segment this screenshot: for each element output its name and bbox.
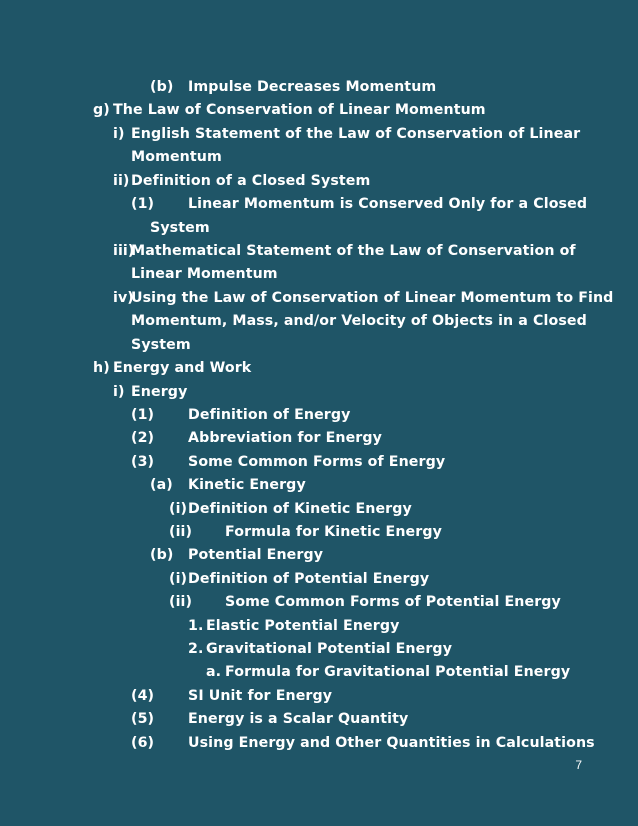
outline-text: Some Common Forms of Potential Energy <box>225 594 561 610</box>
outline-text: The Law of Conservation of Linear Momentum <box>113 102 486 118</box>
outline-line <box>131 734 154 752</box>
outline-line <box>131 195 154 213</box>
outline-line <box>169 523 192 541</box>
outline-marker: (i) <box>169 501 188 517</box>
outline-text: SI Unit for Energy <box>188 688 333 704</box>
outline-line <box>113 359 251 377</box>
outline-line <box>188 429 382 447</box>
outline-text: Energy <box>131 384 188 400</box>
outline-text: Definition of Kinetic Energy <box>188 501 412 517</box>
outline-line <box>113 101 486 119</box>
outline-line <box>131 710 154 728</box>
outline-text: Abbreviation for Energy <box>188 430 382 446</box>
outline-marker: i) <box>113 384 125 400</box>
outline-text: Linear Momentum <box>131 266 278 282</box>
outline-line <box>188 453 445 471</box>
outline-line <box>206 617 399 635</box>
outline-line <box>188 476 306 494</box>
outline-marker: (3) <box>131 454 155 470</box>
outline-text: Mathematical Statement of the Law of Conservation of <box>131 243 576 259</box>
outline-line <box>131 429 154 447</box>
outline-line <box>131 453 154 471</box>
outline-marker: a. <box>206 664 222 680</box>
outline-line <box>188 687 332 705</box>
outline-line <box>169 500 187 518</box>
outline-line <box>131 312 587 330</box>
outline-line <box>131 687 154 705</box>
outline-marker: g) <box>93 102 110 118</box>
outline-text: System <box>131 337 191 353</box>
outline-line <box>188 640 203 658</box>
outline-line <box>93 101 110 119</box>
outline-line <box>188 546 323 564</box>
outline-text: Formula for Kinetic Energy <box>225 524 442 540</box>
outline-marker: (1) <box>131 196 155 212</box>
outline-line <box>206 663 221 681</box>
outline-line <box>150 219 210 237</box>
outline-line <box>225 593 561 611</box>
outline-text: Momentum <box>131 149 222 165</box>
outline-line <box>150 78 173 96</box>
outline-marker: 2. <box>188 641 204 657</box>
outline-line <box>131 289 613 307</box>
outline-marker: (i) <box>169 571 188 587</box>
outline-marker: (b) <box>150 547 174 563</box>
outline-line <box>188 406 351 424</box>
outline-marker: (ii) <box>169 524 193 540</box>
outline-line <box>131 383 187 401</box>
outline-text: Gravitational Potential Energy <box>206 641 453 657</box>
outline-line <box>169 593 192 611</box>
outline-line <box>131 242 576 260</box>
outline-text: Potential Energy <box>188 547 324 563</box>
outline-marker: 1. <box>188 618 204 634</box>
outline-marker: (ii) <box>169 594 193 610</box>
outline-line <box>169 570 187 588</box>
outline-line <box>188 500 412 518</box>
outline-line <box>113 172 130 190</box>
outline-line <box>225 663 570 681</box>
outline-marker: (4) <box>131 688 155 704</box>
outline-text: Formula for Gravitational Potential Energy <box>225 664 571 680</box>
outline-text: Impulse Decreases Momentum <box>188 79 437 95</box>
outline-text: Definition of a Closed System <box>131 173 371 189</box>
page-number: 7 <box>575 758 582 772</box>
outline-line <box>131 148 222 166</box>
outline-line <box>150 546 173 564</box>
outline-text: Definition of Energy <box>188 407 351 423</box>
outline-line <box>206 640 452 658</box>
outline-line <box>131 336 191 354</box>
outline-line <box>113 383 125 401</box>
outline-marker: ii) <box>113 173 130 189</box>
outline-text: Elastic Potential Energy <box>206 618 400 634</box>
outline-line <box>188 617 203 635</box>
outline-text: Linear Momentum is Conserved Only for a Closed <box>188 196 588 212</box>
outline-marker: h) <box>93 360 110 376</box>
outline-line <box>131 125 580 143</box>
outline-text: System <box>150 220 210 236</box>
outline-text: Using Energy and Other Quantities in Calculations <box>188 735 595 751</box>
outline-marker: (6) <box>131 735 155 751</box>
outline-text: Using the Law of Conservation of Linear Momentum to Find <box>131 290 614 306</box>
outline-line <box>225 523 442 541</box>
outline-marker: iv) <box>113 290 134 306</box>
outline-line <box>188 195 587 213</box>
outline-line <box>93 359 110 377</box>
outline-text: Definition of Potential Energy <box>188 571 430 587</box>
outline-line <box>131 406 154 424</box>
outline-marker: (a) <box>150 477 173 493</box>
outline-text: Some Common Forms of Energy <box>188 454 446 470</box>
outline-text: English Statement of the Law of Conservation of Linear <box>131 126 581 142</box>
outline-line <box>188 78 436 96</box>
outline-text: Kinetic Energy <box>188 477 306 493</box>
outline-text: Energy is a Scalar Quantity <box>188 711 409 727</box>
outline-line <box>188 710 408 728</box>
outline-line <box>150 476 173 494</box>
outline-line <box>131 172 370 190</box>
outline-marker: (b) <box>150 79 174 95</box>
outline-marker: (1) <box>131 407 155 423</box>
outline-line <box>188 570 429 588</box>
outline-marker: (2) <box>131 430 155 446</box>
outline-text: Momentum, Mass, and/or Velocity of Objects in a Closed <box>131 313 587 329</box>
outline-marker: i) <box>113 126 125 142</box>
outline-marker: iii) <box>113 243 135 259</box>
outline-line <box>131 265 278 283</box>
outline-marker: (5) <box>131 711 155 727</box>
outline-text: Energy and Work <box>113 360 252 376</box>
outline-line <box>113 125 125 143</box>
outline-line <box>188 734 595 752</box>
